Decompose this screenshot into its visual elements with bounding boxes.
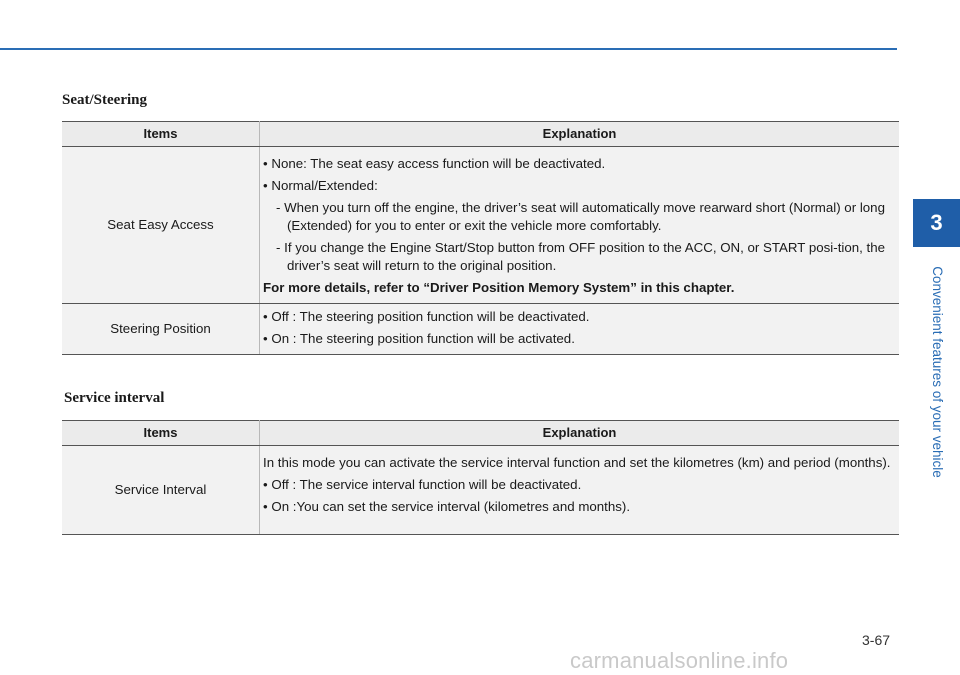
- seat-steering-table: [62, 121, 899, 355]
- explanation-reference: For more details, refer to “Driver Position Memory System” in this chapter.: [263, 280, 735, 295]
- table-header-row: [62, 122, 899, 147]
- column-header-items: Items: [62, 421, 260, 446]
- explanation-line: • Normal/Extended:: [263, 178, 378, 193]
- watermark: carmanualsonline.info: [570, 648, 789, 673]
- header-rule: [0, 48, 897, 50]
- service-interval-table: [62, 420, 899, 535]
- explanation-line: In this mode you can activate the service interval function and set the kilometres (km) and period (months).: [263, 455, 891, 470]
- column-header-explanation: Explanation: [260, 122, 900, 147]
- explanation-line: • Off : The steering position function will be deactivated.: [263, 309, 590, 324]
- explanation-line: • On : The steering position function will be activated.: [263, 331, 575, 346]
- row-item-steering-position: Steering Position: [62, 304, 260, 355]
- explanation-subline: - If you change the Engine Start/Stop button from OFF position to the ACC, ON, or START posi-tion, the driver’s seat will return to the original position.: [276, 240, 886, 273]
- chapter-number-tab: 3: [913, 199, 960, 247]
- table-header-row: [62, 421, 899, 446]
- explanation-line: • Off : The service interval function will be deactivated.: [263, 477, 582, 492]
- table-row: [62, 304, 899, 355]
- section-title-service-interval: Service interval: [64, 390, 165, 406]
- table-row: [62, 446, 899, 535]
- row-item-service-interval: Service Interval: [62, 446, 260, 535]
- page-number: 3-67: [862, 632, 891, 648]
- row-explanation-seat-easy-access: [260, 147, 900, 304]
- row-explanation-steering-position: [260, 304, 900, 355]
- table-row: [62, 147, 899, 304]
- explanation-line: • On :You can set the service interval (kilometres and months).: [263, 499, 631, 514]
- section-title-seat-steering: Seat/Steering: [62, 92, 147, 108]
- column-header-explanation: Explanation: [260, 421, 900, 446]
- column-header-items: Items: [62, 122, 260, 147]
- row-explanation-service-interval: [260, 446, 900, 535]
- explanation-subline: - When you turn off the engine, the driver’s seat will automatically move rearward short (Normal) or long (Extended) for you to enter or exit the vehicle more comfortably.: [276, 200, 885, 233]
- explanation-line: • None: The seat easy access function will be deactivated.: [263, 156, 606, 171]
- chapter-title-vertical: Convenient features of your vehicle: [930, 266, 945, 478]
- row-item-seat-easy-access: Seat Easy Access: [62, 147, 260, 304]
